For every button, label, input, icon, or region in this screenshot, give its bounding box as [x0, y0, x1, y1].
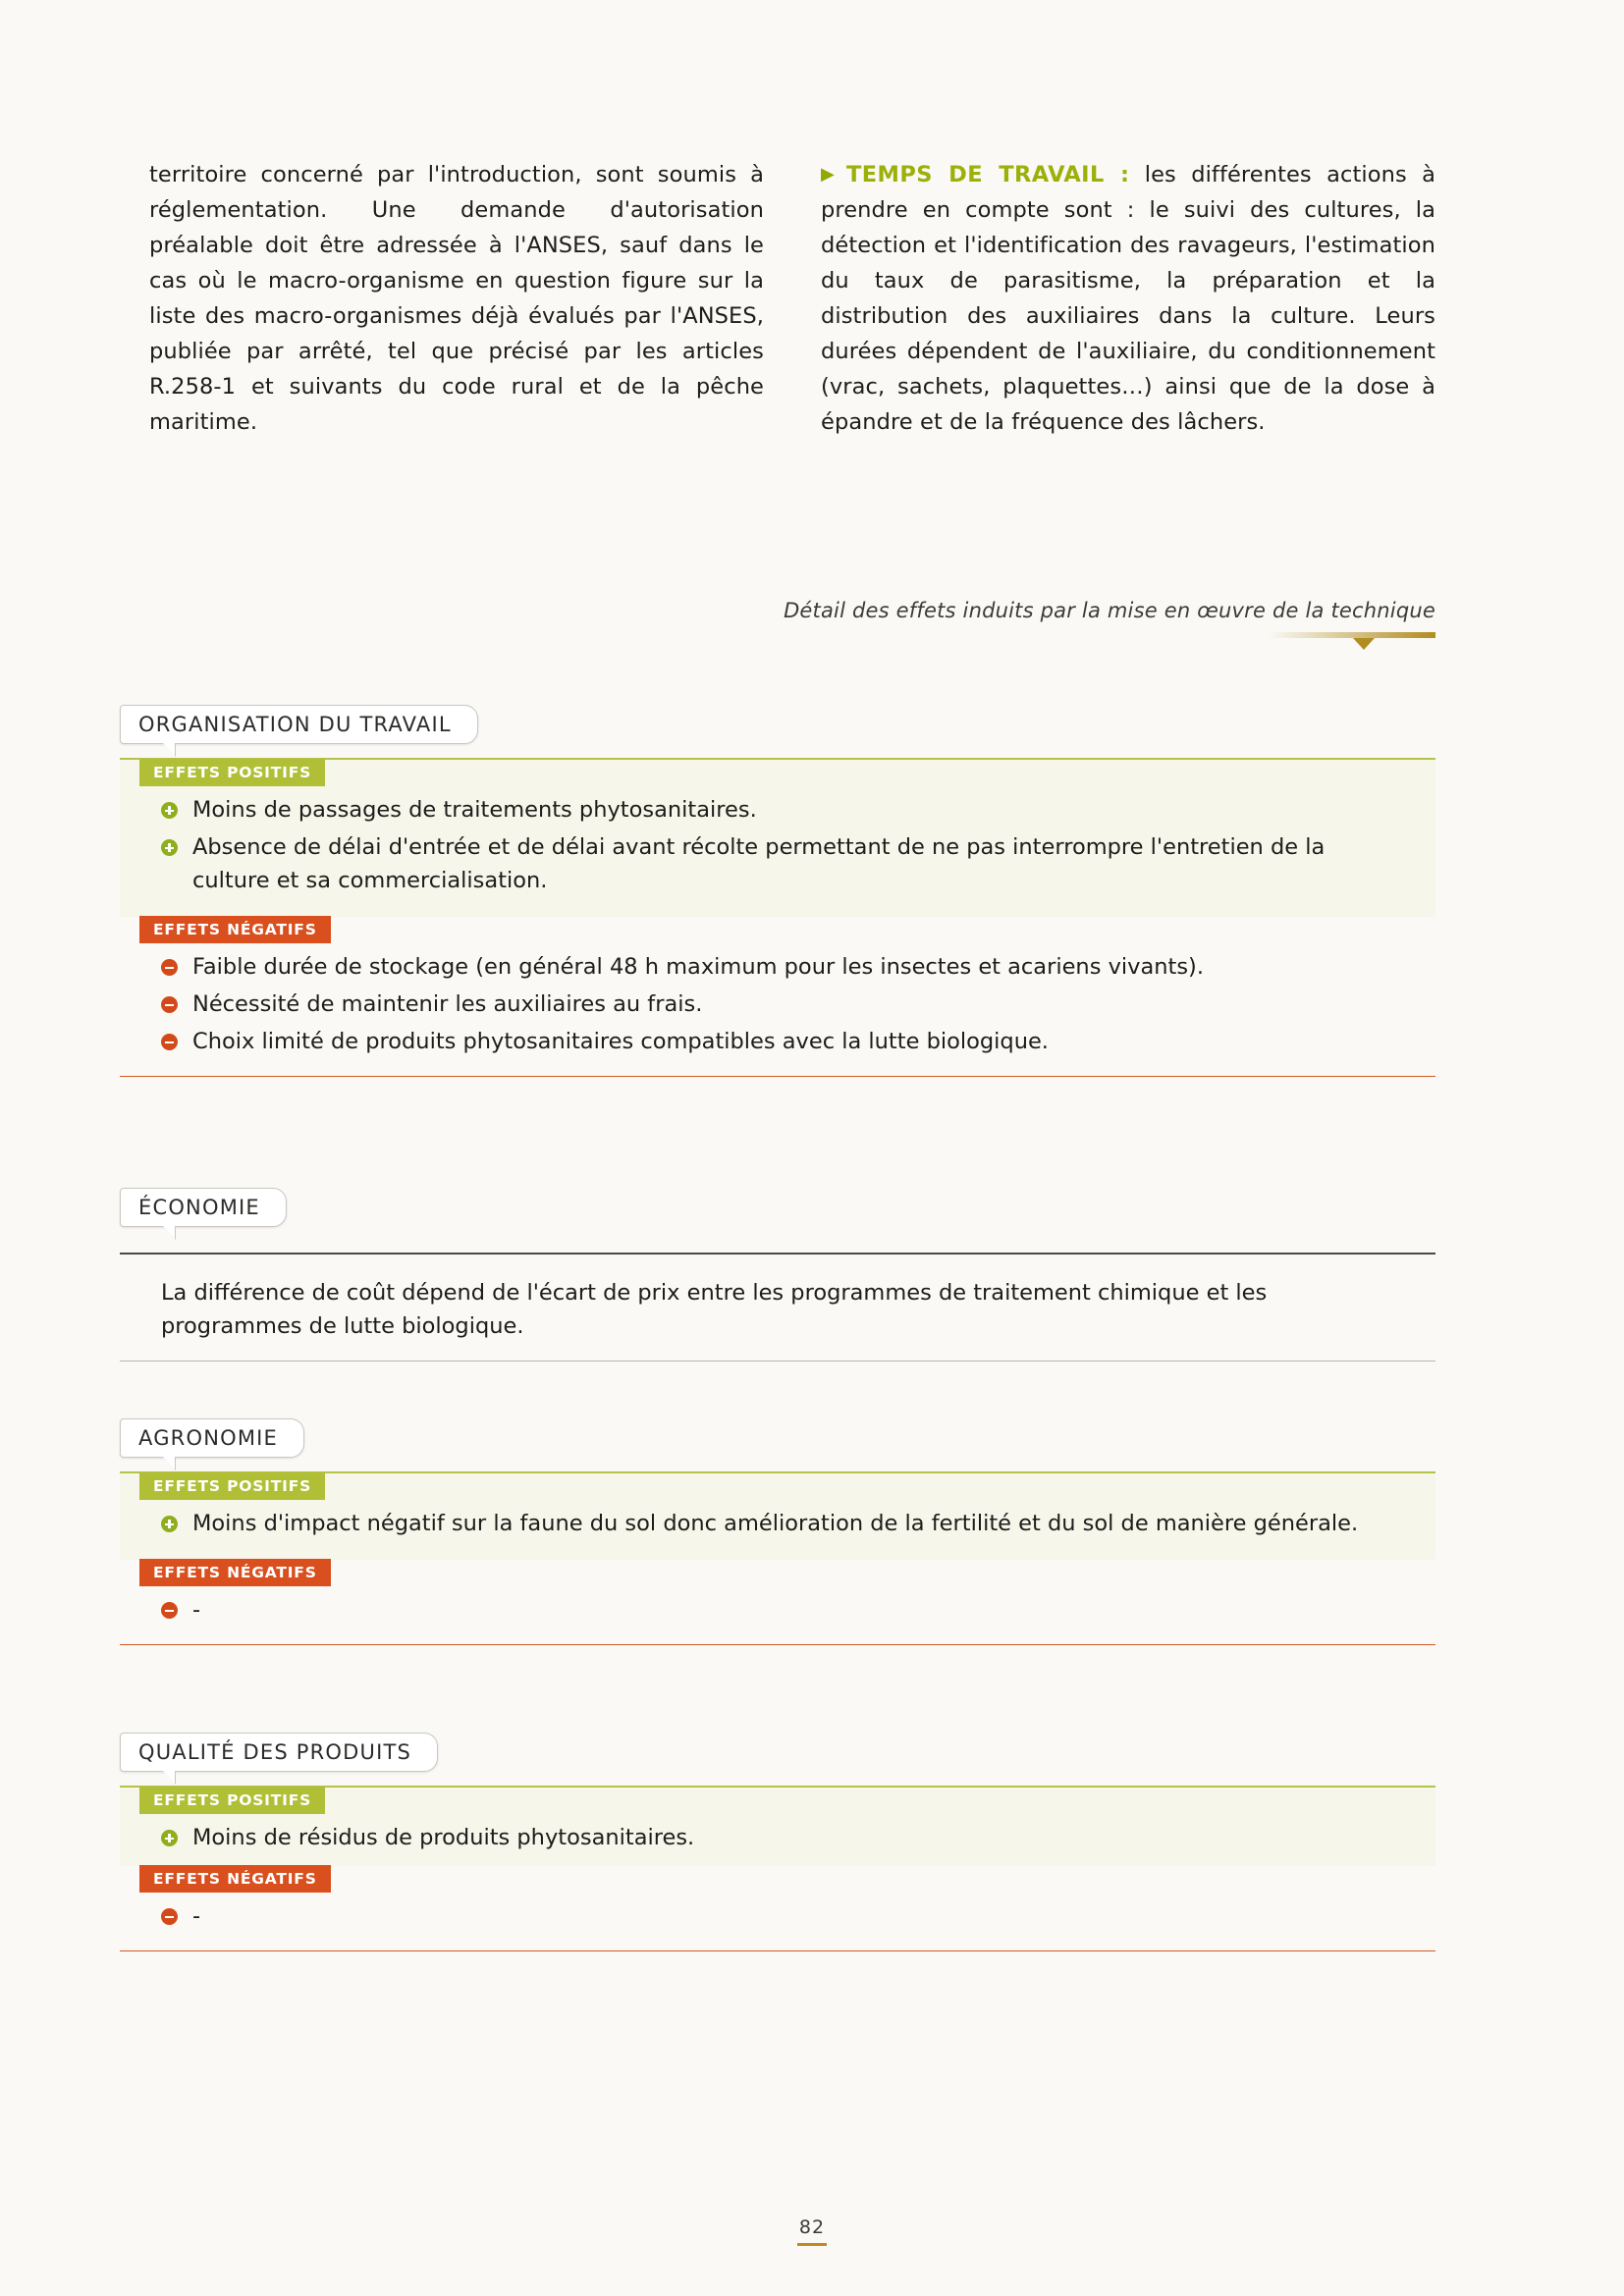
list-item-text: Faible durée de stockage (en général 48 h maximum pour les insectes et acariens vivants). [192, 954, 1204, 980]
section-title-tab: ORGANISATION DU TRAVAIL [120, 705, 478, 744]
list-item [161, 1821, 1402, 1854]
minus-bullet-icon [161, 996, 178, 1013]
section-title-tab: QUALITÉ DES PRODUITS [120, 1733, 438, 1772]
list-item-text: - [192, 1597, 201, 1623]
section-agronomie [120, 1418, 1435, 1645]
triangle-right-icon: ▶ [821, 164, 843, 185]
caption-rule-decoration [1269, 632, 1435, 638]
economie-text: La différence de coût dépend de l'écart de prix entre les programmes de traitement chimique et les programmes de lutte biologique. [161, 1280, 1268, 1339]
table-caption: Détail des effets induits par la mise en œuvre de la technique [784, 599, 1435, 622]
negative-effects-block [120, 1866, 1435, 1951]
intro-left-column [149, 157, 764, 440]
list-item [161, 950, 1402, 984]
list-item-text: Moins de résidus de produits phytosanitaires. [192, 1825, 695, 1850]
list-item [161, 1593, 1402, 1627]
section-title-tab: AGRONOMIE [120, 1418, 304, 1458]
page-number: 82 [798, 2216, 826, 2238]
list-item-text: Absence de délai d'entrée et de délai avant récolte permettant de ne pas interrompre l'entretien de la culture et sa commercialisation. [192, 834, 1326, 893]
minus-bullet-icon [161, 1602, 178, 1619]
list-item [161, 1507, 1402, 1540]
intro-left-text: territoire concerné par l'introduction, sont soumis à réglementation. Une demande d'autorisation préalable doit être adressée à l'ANSES, sauf dans le cas où le macro-organisme en question figure sur la liste des macro-organismes déjà évalués par l'ANSES, publiée par arrêté, tel que précisé par les articles R.258-1 et suivants du code rural et de la pêche maritime. [149, 162, 764, 435]
negative-effects-list [120, 950, 1435, 1058]
section-title-tab: ÉCONOMIE [120, 1188, 287, 1227]
plus-bullet-icon [161, 802, 178, 819]
intro-columns [149, 157, 1435, 440]
list-item [161, 793, 1402, 827]
positive-effects-list [120, 1507, 1435, 1540]
effets-negatifs-badge: EFFETS NÉGATIFS [139, 1865, 331, 1893]
minus-bullet-icon [161, 1034, 178, 1050]
list-item [161, 988, 1402, 1021]
negative-effects-list [120, 1899, 1435, 1933]
effets-negatifs-badge: EFFETS NÉGATIFS [139, 1559, 331, 1586]
positive-effects-list [120, 1821, 1435, 1854]
plus-bullet-icon [161, 839, 178, 856]
positive-effects-block [120, 758, 1435, 917]
positive-effects-block [120, 1786, 1435, 1866]
economie-text-block [120, 1255, 1435, 1362]
intro-right-text: les différentes actions à prendre en compte sont : le suivi des cultures, la détection et l'identification des ravageurs, l'estimation du taux de parasitisme, la préparation et la distribution des auxiliaires dans la culture. Leurs durées dépendent de l'auxiliaire, du conditionnement (vrac, sachets, plaquettes…) ainsi que de la dose à épandre et de la fréquence des lâchers. [821, 162, 1435, 435]
page-footer [0, 2216, 1624, 2246]
folio-rule-decoration [797, 2243, 827, 2246]
effets-negatifs-badge: EFFETS NÉGATIFS [139, 916, 331, 943]
list-item [161, 830, 1402, 897]
list-item-text: Moins de passages de traitements phytosanitaires. [192, 797, 757, 823]
negative-effects-block [120, 917, 1435, 1077]
list-item [161, 1025, 1402, 1058]
intro-right-paragraph [821, 157, 1435, 440]
list-item-text: Nécessité de maintenir les auxiliaires au frais. [192, 991, 703, 1017]
table-caption-wrap [149, 599, 1435, 638]
list-item-text: - [192, 1903, 201, 1929]
positive-effects-block [120, 1471, 1435, 1560]
negative-effects-block [120, 1560, 1435, 1645]
section-organisation-du-travail [120, 705, 1435, 1077]
list-item-text: Moins d'impact négatif sur la faune du sol donc amélioration de la fertilité et du sol de manière générale. [192, 1511, 1359, 1536]
minus-bullet-icon [161, 959, 178, 976]
effets-positifs-badge: EFFETS POSITIFS [139, 1787, 325, 1814]
plus-bullet-icon [161, 1516, 178, 1532]
positive-effects-list [120, 793, 1435, 897]
temps-de-travail-label: TEMPS DE TRAVAIL : [846, 162, 1130, 187]
section-economie [120, 1188, 1435, 1362]
effets-positifs-badge: EFFETS POSITIFS [139, 759, 325, 786]
plus-bullet-icon [161, 1830, 178, 1846]
list-item [161, 1899, 1402, 1933]
intro-right-column [821, 157, 1435, 440]
list-item-text: Choix limité de produits phytosanitaires compatibles avec la lutte biologique. [192, 1029, 1049, 1054]
negative-effects-list [120, 1593, 1435, 1627]
section-qualite-des-produits [120, 1733, 1435, 1951]
effets-positifs-badge: EFFETS POSITIFS [139, 1472, 325, 1500]
minus-bullet-icon [161, 1908, 178, 1925]
